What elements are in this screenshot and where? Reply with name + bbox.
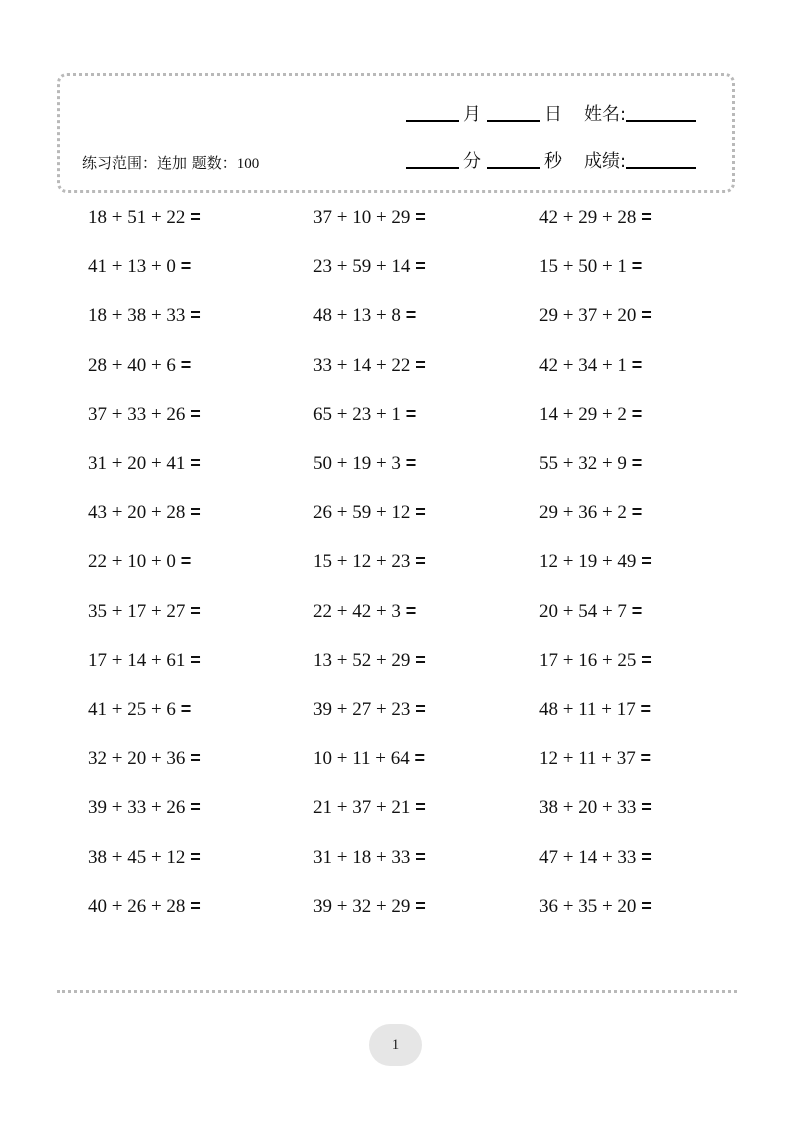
problem-item — [88, 502, 201, 524]
equals-sign: = — [631, 453, 643, 473]
problem-expression: 22 + 42 + 3 — [313, 600, 401, 622]
problem-expression: 18 + 38 + 33 — [88, 305, 186, 327]
day-blank[interactable] — [487, 102, 540, 122]
score-blank[interactable] — [626, 149, 696, 169]
problem-item — [539, 453, 642, 475]
problem-item — [313, 453, 416, 475]
problem-item — [313, 305, 416, 327]
problem-expression: 10 + 11 + 64 — [313, 748, 410, 770]
problem-item — [88, 847, 201, 869]
problem-item — [88, 404, 201, 426]
problem-item — [88, 748, 201, 770]
equals-sign: = — [190, 748, 201, 769]
equals-sign: = — [405, 600, 417, 621]
problem-item — [313, 551, 426, 573]
problem-expression: 48 + 11 + 17 — [539, 699, 636, 720]
problem-expression: 36 + 35 + 20 — [539, 895, 637, 917]
problem-expression: 40 + 26 + 28 — [88, 895, 186, 917]
problem-item — [313, 256, 426, 278]
problem-item — [313, 207, 426, 229]
problem-expression: 47 + 14 + 33 — [539, 846, 637, 868]
equals-sign: = — [415, 502, 426, 523]
problem-item — [88, 207, 201, 229]
problem-expression: 18 + 51 + 22 — [88, 207, 186, 228]
problem-expression: 29 + 36 + 2 — [539, 502, 627, 524]
problem-item — [313, 404, 416, 426]
problem-expression: 31 + 20 + 41 — [88, 453, 186, 474]
problem-item — [539, 256, 642, 278]
equals-sign: = — [641, 846, 652, 867]
equals-sign: = — [415, 354, 426, 375]
month-blank[interactable] — [406, 102, 459, 122]
problem-item — [313, 847, 426, 869]
problem-item — [539, 748, 651, 770]
problem-item — [313, 650, 426, 672]
equals-sign: = — [415, 207, 426, 227]
date-row — [406, 102, 696, 126]
problem-expression: 26 + 59 + 12 — [313, 502, 411, 524]
equals-sign: = — [641, 207, 652, 227]
equals-sign: = — [190, 502, 201, 523]
problem-item — [539, 355, 642, 377]
problem-item — [88, 699, 191, 721]
equals-sign: = — [631, 354, 643, 375]
problem-item — [539, 404, 642, 426]
equals-sign: = — [190, 895, 201, 916]
minute-blank[interactable] — [406, 149, 459, 169]
page-number: 1 — [391, 1036, 400, 1053]
problem-expression: 22 + 10 + 0 — [88, 551, 176, 573]
equals-sign: = — [640, 699, 651, 719]
problem-item — [88, 355, 191, 377]
time-row — [406, 149, 696, 173]
problem-item — [539, 601, 642, 623]
problem-item — [313, 601, 416, 623]
problem-expression: 17 + 16 + 25 — [539, 649, 637, 671]
name-label: 姓名: — [584, 104, 627, 125]
problem-item — [539, 650, 652, 672]
equals-sign: = — [405, 305, 417, 326]
problem-item — [313, 797, 426, 819]
page-number-badge — [369, 1024, 422, 1066]
problem-expression: 12 + 11 + 37 — [539, 748, 636, 770]
equals-sign: = — [415, 699, 426, 719]
equals-sign: = — [641, 305, 652, 326]
problem-item — [88, 453, 201, 475]
problem-expression: 65 + 23 + 1 — [313, 403, 401, 425]
problem-expression: 21 + 37 + 21 — [313, 797, 411, 819]
problem-expression: 41 + 13 + 0 — [88, 256, 176, 278]
problem-expression: 42 + 29 + 28 — [539, 207, 637, 228]
equals-sign: = — [640, 748, 651, 769]
equals-sign: = — [190, 797, 201, 818]
equals-sign: = — [415, 649, 426, 670]
problem-expression: 15 + 50 + 1 — [539, 256, 627, 278]
problem-item — [539, 896, 652, 918]
problem-expression: 37 + 10 + 29 — [313, 207, 411, 228]
equals-sign: = — [415, 895, 426, 916]
equals-sign: = — [415, 256, 426, 277]
problem-item — [313, 699, 426, 721]
problem-expression: 23 + 59 + 14 — [313, 256, 411, 278]
problem-expression: 33 + 14 + 22 — [313, 354, 411, 376]
equals-sign: = — [414, 748, 425, 769]
equals-sign: = — [180, 551, 192, 572]
problem-expression: 50 + 19 + 3 — [313, 453, 401, 474]
problem-expression: 20 + 54 + 7 — [539, 600, 627, 622]
equals-sign: = — [180, 699, 192, 719]
problem-expression: 39 + 32 + 29 — [313, 895, 411, 917]
second-label: 秒 — [544, 151, 562, 172]
equals-sign: = — [180, 256, 192, 277]
problem-item — [539, 207, 652, 229]
equals-sign: = — [631, 502, 643, 523]
problem-expression: 55 + 32 + 9 — [539, 453, 627, 474]
worksheet-header — [57, 73, 735, 193]
footer-divider — [57, 990, 737, 993]
problem-item — [313, 502, 426, 524]
equals-sign: = — [631, 403, 643, 424]
problem-expression: 42 + 34 + 1 — [539, 354, 627, 376]
problem-item — [88, 551, 191, 573]
problem-item — [539, 551, 652, 573]
problem-item — [539, 847, 652, 869]
problem-item — [539, 797, 652, 819]
problem-expression: 38 + 45 + 12 — [88, 846, 186, 868]
equals-sign: = — [641, 797, 652, 818]
problem-item — [88, 305, 201, 327]
problem-expression: 12 + 19 + 49 — [539, 551, 637, 573]
equals-sign: = — [190, 207, 201, 227]
problem-item — [88, 650, 201, 672]
second-blank[interactable] — [487, 149, 540, 169]
problem-expression: 48 + 13 + 8 — [313, 305, 401, 327]
problem-item — [88, 896, 201, 918]
problem-expression: 31 + 18 + 33 — [313, 846, 411, 868]
problem-expression: 39 + 33 + 26 — [88, 797, 186, 819]
problem-item — [313, 355, 426, 377]
equals-sign: = — [190, 846, 201, 867]
problem-expression: 15 + 12 + 23 — [313, 551, 411, 573]
equals-sign: = — [415, 551, 426, 572]
equals-sign: = — [631, 600, 643, 621]
problem-item — [88, 797, 201, 819]
practice-scope — [82, 152, 259, 173]
equals-sign: = — [180, 354, 192, 375]
problem-expression: 28 + 40 + 6 — [88, 354, 176, 376]
minute-label: 分 — [463, 151, 481, 172]
equals-sign: = — [641, 551, 652, 572]
scope-label: 练习范围：连加 题数： — [82, 154, 237, 172]
month-label: 月 — [463, 104, 481, 125]
equals-sign: = — [190, 305, 201, 326]
problem-item — [539, 305, 652, 327]
problem-expression: 13 + 52 + 29 — [313, 649, 411, 671]
problem-item — [539, 502, 642, 524]
problem-expression: 43 + 20 + 28 — [88, 502, 186, 524]
score-label: 成绩: — [584, 151, 627, 172]
equals-sign: = — [190, 403, 201, 424]
problem-expression: 32 + 20 + 36 — [88, 748, 186, 770]
equals-sign: = — [415, 846, 426, 867]
problem-expression: 37 + 33 + 26 — [88, 403, 186, 425]
equals-sign: = — [190, 649, 201, 670]
equals-sign: = — [641, 649, 652, 670]
problem-item — [313, 748, 425, 770]
problem-count: 100 — [236, 156, 260, 172]
equals-sign: = — [405, 403, 417, 424]
problem-item — [313, 896, 426, 918]
equals-sign: = — [405, 453, 417, 473]
equals-sign: = — [190, 600, 201, 621]
problem-item — [88, 256, 191, 278]
equals-sign: = — [631, 256, 643, 277]
equals-sign: = — [190, 453, 201, 473]
problem-expression: 14 + 29 + 2 — [539, 403, 627, 425]
problem-expression: 17 + 14 + 61 — [88, 649, 186, 671]
equals-sign: = — [415, 797, 426, 818]
problem-expression: 38 + 20 + 33 — [539, 797, 637, 819]
problem-expression: 39 + 27 + 23 — [313, 699, 411, 720]
problem-item — [88, 601, 201, 623]
problem-expression: 41 + 25 + 6 — [88, 699, 176, 720]
problem-expression: 35 + 17 + 27 — [88, 600, 186, 622]
problem-expression: 29 + 37 + 20 — [539, 305, 637, 327]
name-blank[interactable] — [626, 102, 696, 122]
equals-sign: = — [641, 895, 652, 916]
day-label: 日 — [544, 104, 562, 125]
problem-item — [539, 699, 651, 721]
